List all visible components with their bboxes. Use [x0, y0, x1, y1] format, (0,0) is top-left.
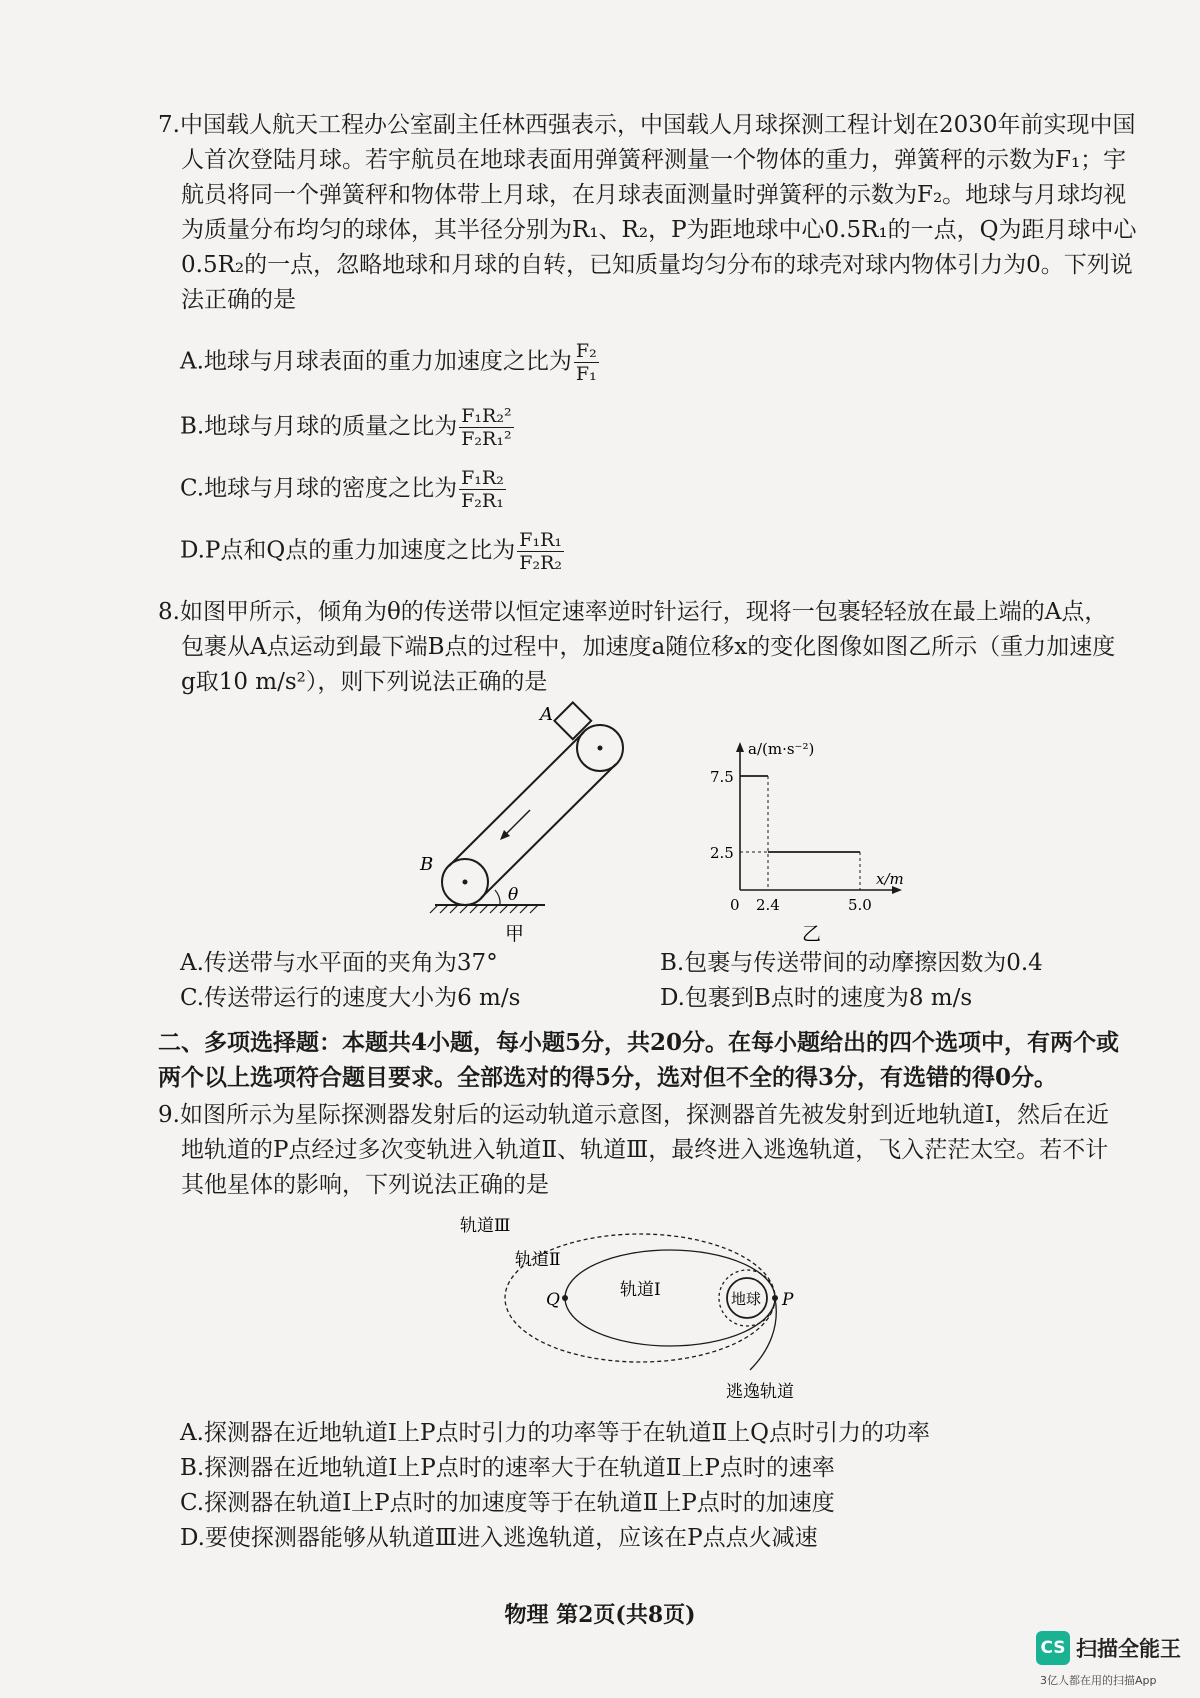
label-theta: θ: [508, 885, 519, 905]
q9-line-1: 9.如图所示为星际探测器发射后的运动轨道示意图，探测器首先被发射到近地轨道Ⅰ，然后在近: [158, 1102, 1110, 1128]
q8-line-3: g取10 m/s²），则下列说法正确的是: [181, 669, 548, 695]
figure-orbits: [460, 1205, 820, 1405]
page-footer: 物理 第2页(共8页): [504, 1602, 696, 1628]
x-axis-label: x/m: [876, 870, 904, 888]
q7-option-c-fraction: [459, 467, 506, 512]
point-p-dot: [772, 1295, 778, 1301]
package: [554, 702, 591, 739]
orbit-2-label: 轨道Ⅱ: [515, 1250, 561, 1270]
q7-line-2: 人首次登陆月球。若宇航员在地球表面用弹簧秤测量一个物体的重力，弹簧秤的示数为F₁；宇: [181, 147, 1127, 173]
q9-line-3: 其他星体的影响，下列说法正确的是: [181, 1172, 549, 1198]
belt-bottom: [481, 764, 616, 898]
caption-yi: 乙: [802, 923, 822, 945]
escape-orbit-label: 逃逸轨道: [726, 1382, 794, 1402]
y-tick-7-5: 7.5: [710, 768, 734, 786]
q9-option-c[interactable]: C.探测器在轨道Ⅰ上P点时的加速度等于在轨道Ⅱ上P点时的加速度: [180, 1490, 835, 1516]
pulley-a-axle: [598, 746, 603, 751]
q7-option-b-text: B.地球与月球的质量之比为: [180, 413, 458, 440]
pulley-b-axle: [463, 880, 468, 885]
q8-option-a[interactable]: A.传送带与水平面的夹角为37°: [180, 950, 498, 976]
q7-option-a-fraction: [574, 340, 599, 385]
scanner-app-name: 扫描全能王: [1076, 1637, 1181, 1661]
q7-option-b-den: F₂R₁²: [461, 428, 512, 450]
q9-option-a[interactable]: A.探测器在近地轨道Ⅰ上P点时引力的功率等于在轨道Ⅱ上Q点时引力的功率: [180, 1420, 930, 1446]
label-b: B: [420, 854, 434, 875]
q9-option-b[interactable]: B.探测器在近地轨道Ⅰ上P点时的速率大于在轨道Ⅱ上P点时的速率: [180, 1455, 835, 1481]
q7-line-5: 0.5R₂的一点，忽略地球和月球的自转，已知质量均匀分布的球壳对球内物体引力为0。下列说: [181, 252, 1133, 278]
q7-line-1: 7.中国载人航天工程办公室副主任林西强表示，中国载人月球探测工程计划在2030年前实现中国: [158, 112, 1136, 138]
q8-line-2: 包裹从A点运动到最下端B点的过程中，加速度a随位移x的变化图像如图乙所示（重力加速度: [181, 634, 1116, 660]
q7-line-6: 法正确的是: [181, 287, 296, 313]
x-tick-5-0: 5.0: [848, 896, 872, 914]
q7-option-c-num: F₁R₂: [461, 467, 504, 489]
q9-option-d[interactable]: D.要使探测器能够从轨道Ⅲ进入逃逸轨道，应该在P点点火减速: [180, 1525, 818, 1551]
figure-jia-conveyor: [420, 704, 640, 945]
q7-option-c-text: C.地球与月球的密度之比为: [180, 475, 458, 502]
y-tick-2-5: 2.5: [710, 844, 734, 862]
point-q-dot: [562, 1295, 568, 1301]
orbit-3-label: 轨道Ⅲ: [460, 1216, 511, 1236]
scanner-watermark: [1036, 1631, 1181, 1665]
scanner-tagline: 3亿人都在用的扫描App: [1040, 1674, 1157, 1687]
q7-option-d-fraction: [517, 529, 564, 574]
q7-option-a-text: A.地球与月球表面的重力加速度之比为: [180, 348, 572, 375]
q7-option-c-den: F₂R₁: [461, 490, 504, 512]
angle-arc: [495, 890, 500, 905]
q7-option-b-num: F₁R₂²: [461, 405, 512, 427]
label-a: A: [540, 704, 553, 725]
point-q-label: Q: [546, 1290, 560, 1310]
q8-line-1: 8.如图甲所示，倾角为θ的传送带以恒定速率逆时针运行，现将一包裹轻轻放在最上端的A点，: [158, 599, 1108, 625]
q8-option-c[interactable]: C.传送带运行的速度大小为6 m/s: [180, 985, 521, 1011]
q7-line-3: 航员将同一个弹簧秤和物体带上月球，在月球表面测量时弹簧秤的示数为F₂。地球与月球均视: [181, 182, 1127, 208]
q7-option-b-fraction: [459, 405, 513, 450]
q7-option-d[interactable]: [180, 529, 564, 574]
q9-line-2: 地轨道的P点经过多次变轨进入轨道Ⅱ、轨道Ⅲ，最终进入逃逸轨道，飞入茫茫太空。若不计: [181, 1137, 1109, 1163]
q7-option-a[interactable]: [180, 340, 599, 385]
caption-jia: 甲: [505, 923, 525, 945]
earth-label: 地球: [731, 1290, 762, 1308]
q7-option-d-den: F₂R₂: [519, 552, 562, 574]
q7-option-d-num: F₁R₁: [519, 529, 562, 551]
section2-line-1: 二、多项选择题：本题共4小题，每小题5分，共20分。在每小题给出的四个选项中，有两个或: [158, 1029, 1120, 1056]
figure-yi-ax-graph: [710, 740, 910, 945]
scanner-logo-icon: CS: [1036, 1631, 1070, 1665]
q7-option-d-text: D.P点和Q点的重力加速度之比为: [180, 537, 516, 564]
section2-line-2: 两个以上选项符合题目要求。全部选对的得5分，选对但不全的得3分，有选错的得0分。: [158, 1064, 1058, 1091]
q8-option-b[interactable]: B.包裹与传送带间的动摩擦因数为0.4: [660, 950, 1043, 976]
y-axis-label: a/(m·s⁻²): [748, 740, 815, 758]
q7-option-a-num: F₂: [575, 340, 597, 362]
y-axis-arrow: [736, 742, 744, 752]
belt-top: [449, 732, 584, 866]
q7-option-c[interactable]: [180, 467, 506, 512]
ground-hatch: [430, 905, 538, 913]
q7-option-b[interactable]: [180, 405, 514, 450]
point-p-label: P: [782, 1290, 794, 1310]
q7-line-4: 为质量分布均匀的球体，其半径分别为R₁、R₂，P为距地球中心0.5R₁的一点，Q为距月球中心: [181, 217, 1137, 243]
orbit-1-label: 轨道Ⅰ: [620, 1280, 661, 1300]
q8-option-d[interactable]: D.包裹到B点时的速度为8 m/s: [660, 985, 973, 1011]
x-tick-0: 0: [730, 896, 740, 914]
q7-option-a-den: F₁: [575, 363, 597, 385]
x-tick-2-4: 2.4: [756, 896, 780, 914]
